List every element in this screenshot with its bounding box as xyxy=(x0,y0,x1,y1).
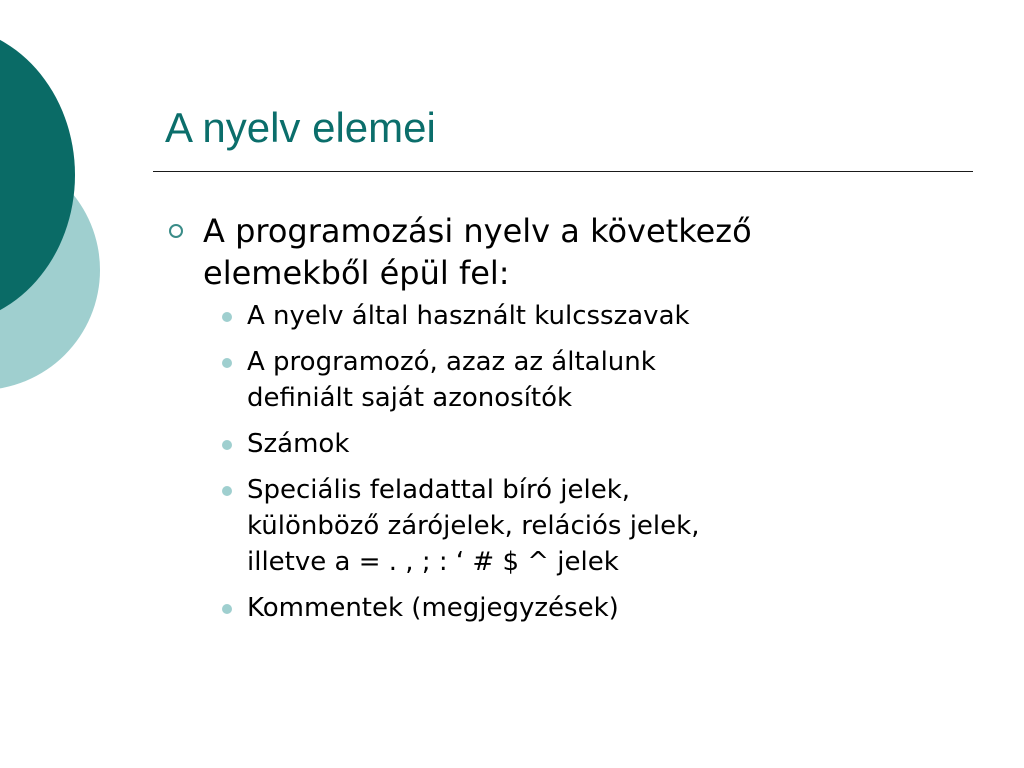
sub-bullet-line: A nyelv által használt kulcsszavak xyxy=(247,301,690,331)
dot-bullet-icon xyxy=(222,312,232,322)
main-bullet-line-1: A programozási nyelv a következő xyxy=(203,212,752,250)
sub-bullet-line: A programozó, azaz az általunk xyxy=(247,347,656,377)
sub-bullet-line: definiált saját azonosítók xyxy=(247,383,573,413)
sub-bullet-line: Kommentek (megjegyzések) xyxy=(247,593,619,623)
main-bullet-line-2: elemekből épül fel: xyxy=(203,254,510,292)
title-divider xyxy=(153,171,973,172)
dot-bullet-icon xyxy=(222,604,232,614)
hollow-circle-bullet-icon xyxy=(169,224,183,238)
sub-bullet-numbers xyxy=(165,426,955,462)
sub-bullet-keywords xyxy=(165,298,955,334)
sub-bullet-special-symbols xyxy=(165,472,955,580)
main-bullet xyxy=(165,210,955,294)
sub-bullet-identifiers xyxy=(165,344,955,416)
sub-bullet-list xyxy=(165,298,955,626)
sub-bullet-line: illetve a = . , ; : ‘ # $ ^ jelek xyxy=(247,547,619,577)
sub-bullet-line: Speciális feladattal bíró jelek, xyxy=(247,475,631,505)
dot-bullet-icon xyxy=(222,358,232,368)
dot-bullet-icon xyxy=(222,440,232,450)
sub-bullet-line: Számok xyxy=(247,429,350,459)
sub-bullet-comments xyxy=(165,590,955,626)
slide-title: A nyelv elemei xyxy=(165,104,436,151)
dot-bullet-icon xyxy=(222,486,232,496)
sub-bullet-line: különböző zárójelek, relációs jelek, xyxy=(247,511,700,541)
slide-content xyxy=(165,210,955,636)
